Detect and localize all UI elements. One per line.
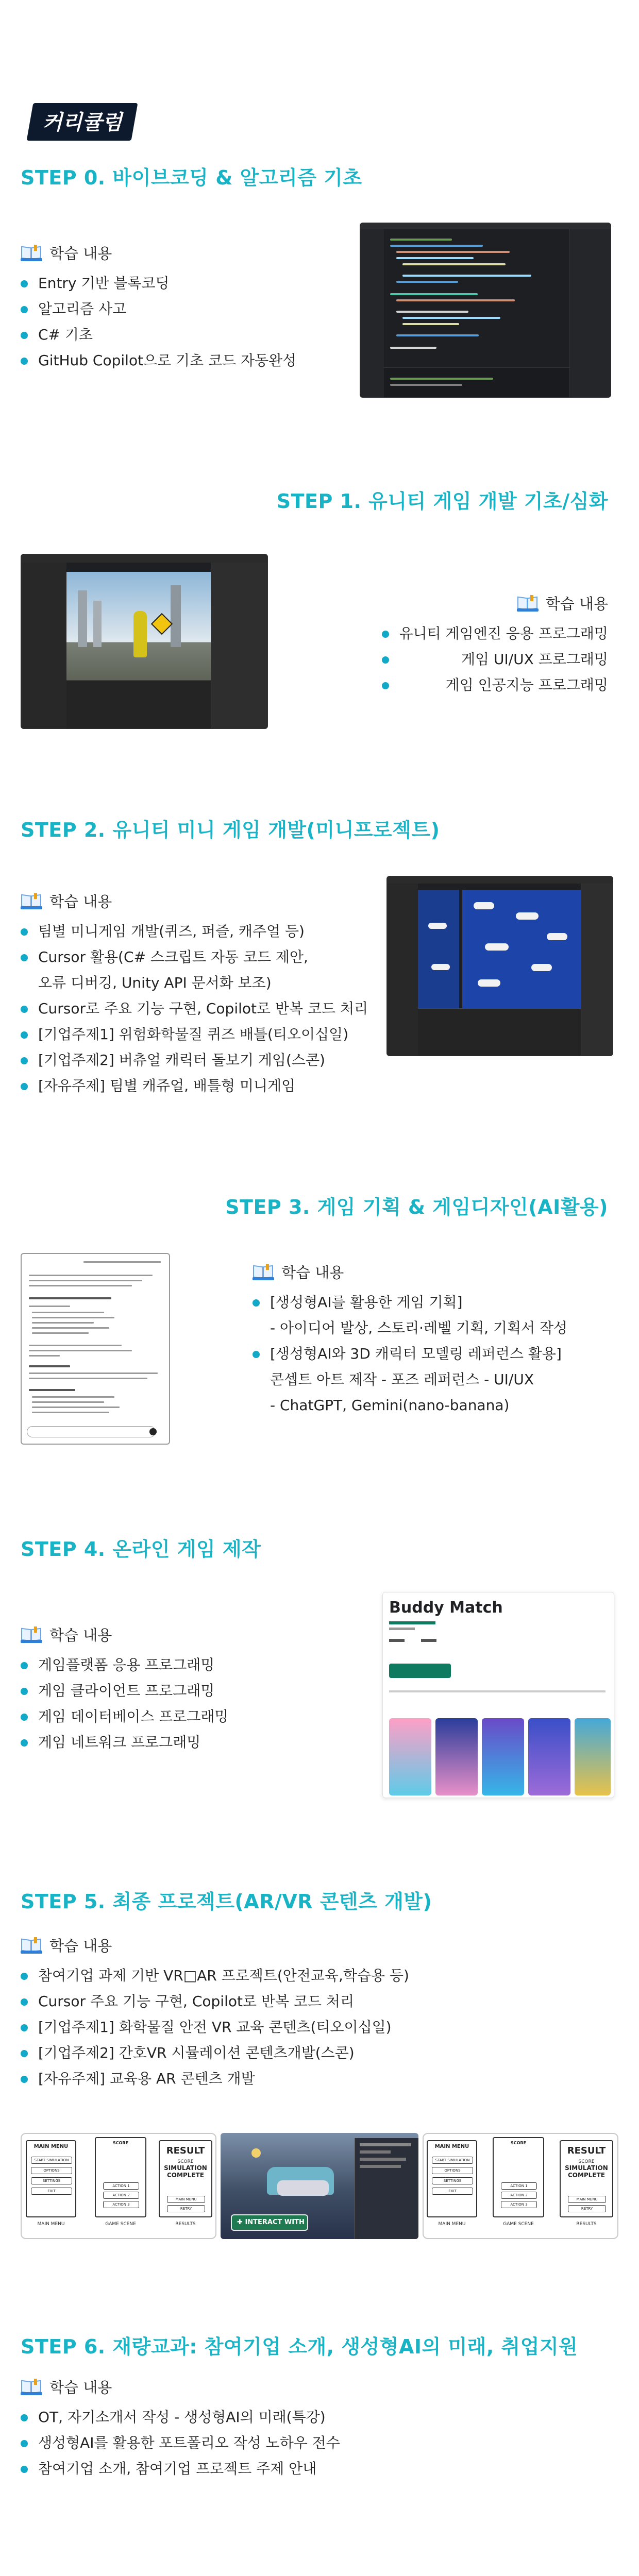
- learn-label: 학습 내용: [49, 893, 112, 910]
- learn-label: 학습 내용: [49, 1937, 112, 1955]
- menu-button: EXIT: [432, 2188, 473, 2195]
- list-item: 참여기업 소개, 참여기업 프로젝트 주제 안내: [21, 2456, 340, 2482]
- vr-scene-screenshot: [221, 2133, 418, 2239]
- book-icon: [21, 1626, 42, 1643]
- book-icon: [253, 1264, 274, 1280]
- menu-button: SETTINGS: [432, 2177, 473, 2184]
- result-title: RESULT: [567, 2145, 606, 2156]
- menu-button: OPTIONS: [432, 2167, 473, 2174]
- flow-label: MAIN MENU: [438, 2222, 466, 2227]
- game-scene-box: [493, 2137, 544, 2217]
- list-item: 오류 디버깅, Unity API 문서화 보조): [38, 974, 272, 991]
- step1-learn-head: [382, 592, 608, 614]
- step0-learn: [21, 242, 296, 374]
- list-item: 게임 네트워크 프로그래밍: [21, 1730, 228, 1755]
- flow-label: RESULTS: [576, 2222, 597, 2227]
- list-item: OT, 자기소개서 작성 - 생성형AI의 미래(특강): [21, 2404, 340, 2430]
- code-editor-screenshot: [360, 223, 611, 398]
- result-score: SCORE: [578, 2159, 595, 2164]
- step5-learn: [21, 1935, 409, 2092]
- list-item: [자유주제] 팀별 캐쥬얼, 배틀형 미니게임: [21, 1073, 368, 1099]
- action-button: ACTION 1: [103, 2182, 139, 2190]
- result-button: RETRY: [167, 2205, 205, 2212]
- action-button: ACTION 2: [501, 2192, 537, 2199]
- list-item: Entry 기반 블록코딩: [21, 270, 296, 296]
- flow-label: MAIN MENU: [37, 2222, 65, 2227]
- step2-learn-head: [21, 890, 368, 911]
- flow-label: GAME SCENE: [503, 2222, 534, 2227]
- list-item: - 아이디어 발상, 스토리·레벨 기획, 기획서 작성: [270, 1319, 568, 1336]
- list-item: Cursor 활용(C# 스크립트 자동 코드 제안,: [21, 944, 368, 970]
- list-item: [자유주제] 교육용 AR 콘텐츠 개발: [21, 2066, 409, 2092]
- list-item: [생성형AI와 3D 캐릭터 모델링 레퍼런스 활용]: [253, 1341, 567, 1367]
- learn-label: 학습 내용: [49, 1626, 112, 1644]
- main-menu-title: MAIN MENU: [33, 2144, 69, 2149]
- list-item: Cursor 주요 기능 구현, Copilot로 반복 코드 처리: [21, 1989, 409, 2014]
- list-item: [기업주제2] 버츄얼 캐릭터 돌보기 게임(스콘): [21, 1047, 368, 1073]
- book-icon: [21, 893, 42, 909]
- app-title: Buddy Match: [389, 1599, 503, 1617]
- sim-complete: SIMULATION COMPLETE: [164, 2164, 207, 2179]
- interact-label: INTERACT WITH: [245, 2218, 305, 2226]
- list-item: 팀별 미니게임 개발(퀴즈, 퍼즐, 캐주얼 등): [21, 919, 368, 944]
- step6-title: STEP 6. 재량교과: 참여기업 소개, 생성형AI의 미래, 취업지원: [21, 2335, 578, 2358]
- result-button: MAIN MENU: [167, 2196, 205, 2203]
- step1-title: STEP 1. 유니티 게임 개발 기초/심화: [276, 490, 608, 513]
- learn-label: 학습 내용: [49, 2379, 112, 2396]
- result-button: MAIN MENU: [568, 2196, 606, 2203]
- menu-button: EXIT: [31, 2188, 72, 2195]
- unity-editor-screenshot: [21, 554, 268, 729]
- book-icon: [517, 595, 539, 612]
- step2-learn: [21, 890, 368, 1099]
- menu-button: OPTIONS: [31, 2167, 72, 2174]
- game-scene-box: [95, 2137, 146, 2217]
- result-title: RESULT: [166, 2145, 205, 2156]
- book-icon: [21, 2379, 42, 2395]
- step6-learn: [21, 2376, 340, 2482]
- step0-title: STEP 0. 바이브코딩 & 알고리즘 기초: [21, 166, 362, 189]
- flow-label: GAME SCENE: [105, 2222, 136, 2227]
- list-item: [기업주제2] 간호VR 시뮬레이션 콘텐츠개발(스콘): [21, 2040, 409, 2066]
- step1-learn: [382, 592, 608, 698]
- step5-learn-head: [21, 1935, 409, 1956]
- curriculum-badge: [27, 103, 138, 141]
- result-button: RETRY: [568, 2205, 606, 2212]
- menu-button: SETTINGS: [31, 2177, 72, 2184]
- step3-title: STEP 3. 게임 기획 & 게임디자인(AI활용): [225, 1196, 608, 1218]
- list-item: 게임 데이터베이스 프로그래밍: [21, 1704, 228, 1730]
- list-item: 참여기업 과제 기반 VR□AR 프로젝트(안전교육,학습용 등): [21, 1963, 409, 1989]
- book-icon: [21, 1937, 42, 1954]
- list-item: 콘셉트 아트 제작 - 포즈 레퍼런스 - UI/UX: [270, 1371, 534, 1388]
- step3-learn: [253, 1261, 567, 1418]
- action-button: ACTION 2: [103, 2192, 139, 2199]
- book-icon: [21, 245, 42, 261]
- list-item: 게임플랫폼 응용 프로그래밍: [21, 1652, 228, 1678]
- flow-label: RESULTS: [175, 2222, 196, 2227]
- game-design-doc: [21, 1253, 170, 1445]
- list-item: 게임 UI/UX 프로그래밍: [382, 647, 608, 672]
- list-item: 게임 클라이언트 프로그래밍: [21, 1678, 228, 1704]
- action-button: ACTION 3: [103, 2201, 139, 2208]
- minigame-editor-screenshot: [386, 876, 613, 1056]
- step4-learn: [21, 1624, 228, 1755]
- main-menu-box: [26, 2140, 76, 2217]
- action-button: ACTION 1: [501, 2182, 537, 2190]
- list-item: [생성형AI를 활용한 게임 기획]: [253, 1290, 567, 1315]
- list-item: [기업주제1] 화학물질 안전 VR 교육 콘텐츠(티오이십일): [21, 2014, 409, 2040]
- list-item: - ChatGPT, Gemini(nano-banana): [270, 1397, 510, 1414]
- step4-learn-head: [21, 1624, 228, 1645]
- install-button[interactable]: [389, 1664, 451, 1678]
- result-box: [560, 2140, 613, 2217]
- flow-panel-right: [423, 2133, 618, 2239]
- sim-complete: SIMULATION COMPLETE: [565, 2164, 608, 2179]
- learn-label: 학습 내용: [49, 245, 112, 262]
- learn-label: 학습 내용: [545, 595, 608, 613]
- result-score: SCORE: [177, 2159, 194, 2164]
- list-item: 생성형AI를 활용한 포트폴리오 작성 노하우 전수: [21, 2430, 340, 2456]
- menu-button: START SIMULATION: [432, 2157, 473, 2164]
- list-item: 유니티 게임엔진 응용 프로그래밍: [382, 621, 608, 647]
- list-item: C# 기초: [21, 322, 296, 348]
- step0-learn-head: [21, 242, 296, 263]
- plus-icon: ✚: [237, 2218, 243, 2226]
- main-menu-title: MAIN MENU: [434, 2144, 469, 2149]
- curriculum-badge-text: 커리큘럼: [42, 111, 122, 134]
- interact-button[interactable]: [231, 2214, 308, 2231]
- list-item: [기업주제1] 위험화학물질 퀴즈 배틀(티오이십일): [21, 1022, 368, 1047]
- learn-label: 학습 내용: [281, 1264, 344, 1281]
- step3-learn-head: [253, 1261, 567, 1282]
- menu-button: START SIMULATION: [31, 2157, 72, 2164]
- result-box: [159, 2140, 212, 2217]
- list-item: GitHub Copilot으로 기초 코드 자동완성: [21, 348, 296, 374]
- step4-title: STEP 4. 온라인 게임 제작: [21, 1538, 261, 1561]
- step2-title: STEP 2. 유니티 미니 게임 개발(미니프로젝트): [21, 819, 440, 841]
- main-menu-box: [427, 2140, 477, 2217]
- app-store-card: [382, 1592, 614, 1798]
- scene-score: SCORE: [510, 2141, 527, 2145]
- list-item: Cursor로 주요 기능 구현, Copilot로 반복 코드 처리: [21, 996, 368, 1022]
- step5-title: STEP 5. 최종 프로젝트(AR/VR 콘텐츠 개발): [21, 1890, 432, 1913]
- scene-score: SCORE: [112, 2141, 129, 2145]
- list-item: 게임 인공지능 프로그래밍: [382, 672, 608, 698]
- step6-learn-head: [21, 2376, 340, 2397]
- list-item: 알고리즘 사고: [21, 296, 296, 322]
- action-button: ACTION 3: [501, 2201, 537, 2208]
- flow-panel-left: [21, 2133, 216, 2239]
